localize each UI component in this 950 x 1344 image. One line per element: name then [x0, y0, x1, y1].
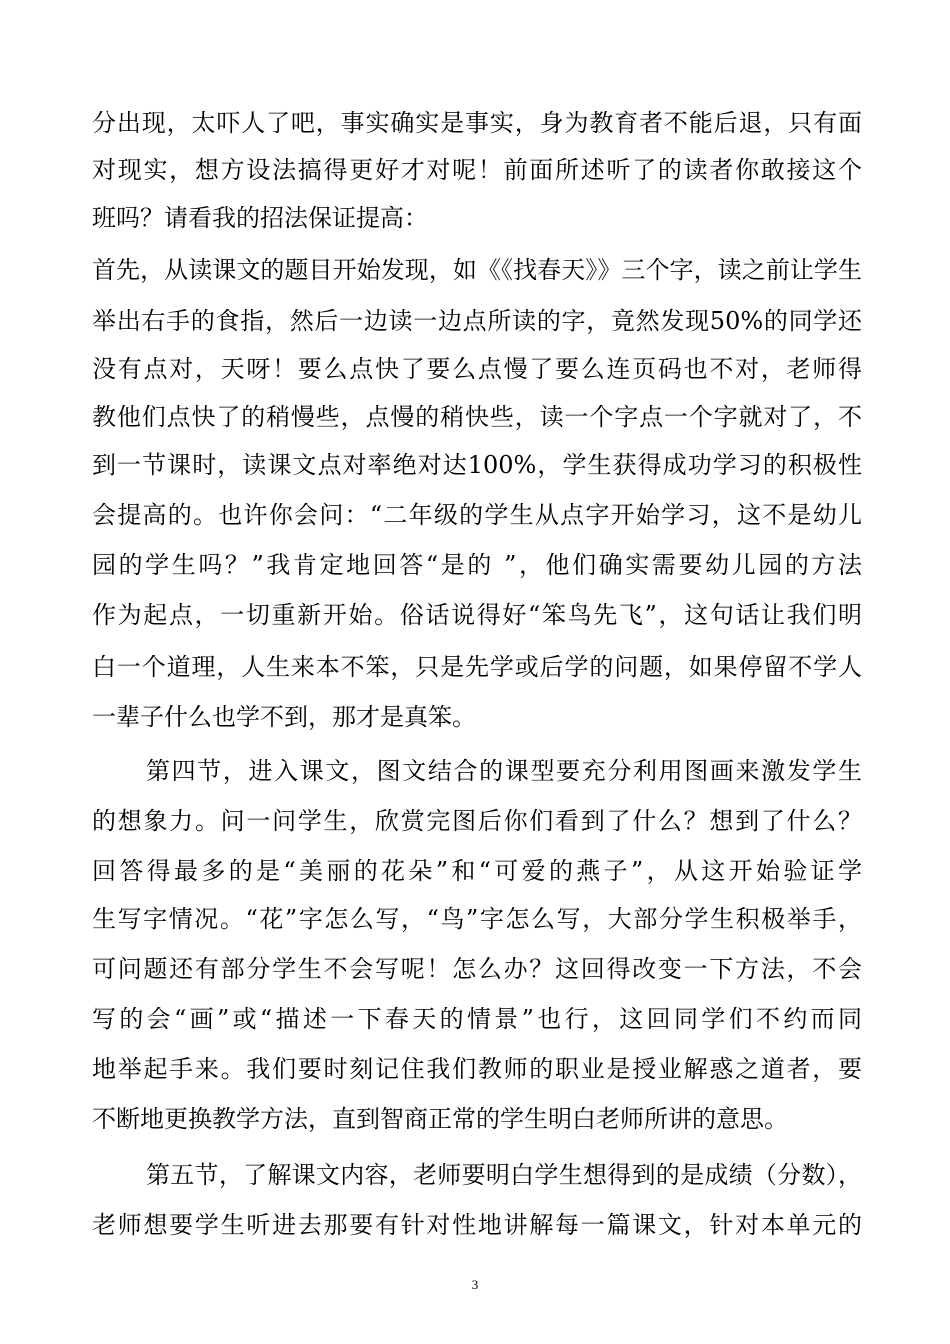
text-line: 作为起点，一切重新开始。俗话说得好“笨鸟先飞”，这句话让我们明 [92, 601, 862, 629]
text-line: 第五节，了解课文内容，老师要明白学生想得到的是成绩（分数）， [146, 1161, 862, 1189]
text-line: 第四节，进入课文，图文结合的课型要充分利用图画来激发学生 [146, 757, 862, 785]
text-line: 的想象力。问一问学生，欣赏完图后你们看到了什么？想到了什么？ [92, 807, 862, 835]
text-line: 到一节课时，读课文点对率绝对达100%，学生获得成功学习的积极性 [92, 451, 862, 479]
text-line: 园的学生吗？”我肯定地回答“是的 ”，他们确实需要幼儿园的方法 [92, 551, 862, 579]
text-line: 一辈子什么也学不到，那才是真笨。 [92, 703, 476, 731]
text-line: 老师想要学生听进去那要有针对性地讲解每一篇课文，针对本单元的 [92, 1211, 862, 1239]
text-line: 地举起手来。我们要时刻记住我们教师的职业是授业解惑之道者，要 [92, 1055, 862, 1083]
text-line: 写的会“画”或“描述一下春天的情景”也行，这回同学们不约而同 [92, 1005, 862, 1033]
text-line: 生写字情况。“花”字怎么写，“鸟”字怎么写，大部分学生积极举手， [92, 905, 862, 933]
text-line: 对现实，想方设法搞得更好才对呢！前面所述听了的读者你敢接这个 [92, 156, 862, 184]
page-number: 3 [471, 1277, 479, 1292]
text-line: 没有点对，天呀！要么点快了要么点慢了要么连页码也不对，老师得 [92, 355, 862, 383]
text-line: 可问题还有部分学生不会写呢！怎么办？这回得改变一下方法，不会 [92, 955, 862, 983]
text-line: 分出现，太吓人了吧，事实确实是事实，身为教育者不能后退，只有面 [92, 109, 862, 137]
text-line: 白一个道理，人生来本不笨，只是先学或后学的问题，如果停留不学人 [92, 653, 862, 681]
text-line: 班吗？请看我的招法保证提高： [92, 204, 428, 232]
text-line: 举出右手的食指，然后一边读一边点所读的字，竟然发现50%的同学还 [92, 307, 862, 335]
text-line: 回答得最多的是“美丽的花朵”和“可爱的燕子”，从这开始验证学 [92, 857, 862, 885]
text-line: 教他们点快了的稍慢些，点慢的稍快些，读一个字点一个字就对了，不 [92, 403, 862, 431]
text-line: 会提高的。也许你会问：“二年级的学生从点字开始学习，这不是幼儿 [92, 501, 862, 529]
text-line: 首先，从读课文的题目开始发现，如《《找春天》》三个字，读之前让学生 [92, 256, 862, 284]
text-line: 不断地更换教学方法，直到智商正常的学生明白老师所讲的意思。 [92, 1105, 788, 1133]
